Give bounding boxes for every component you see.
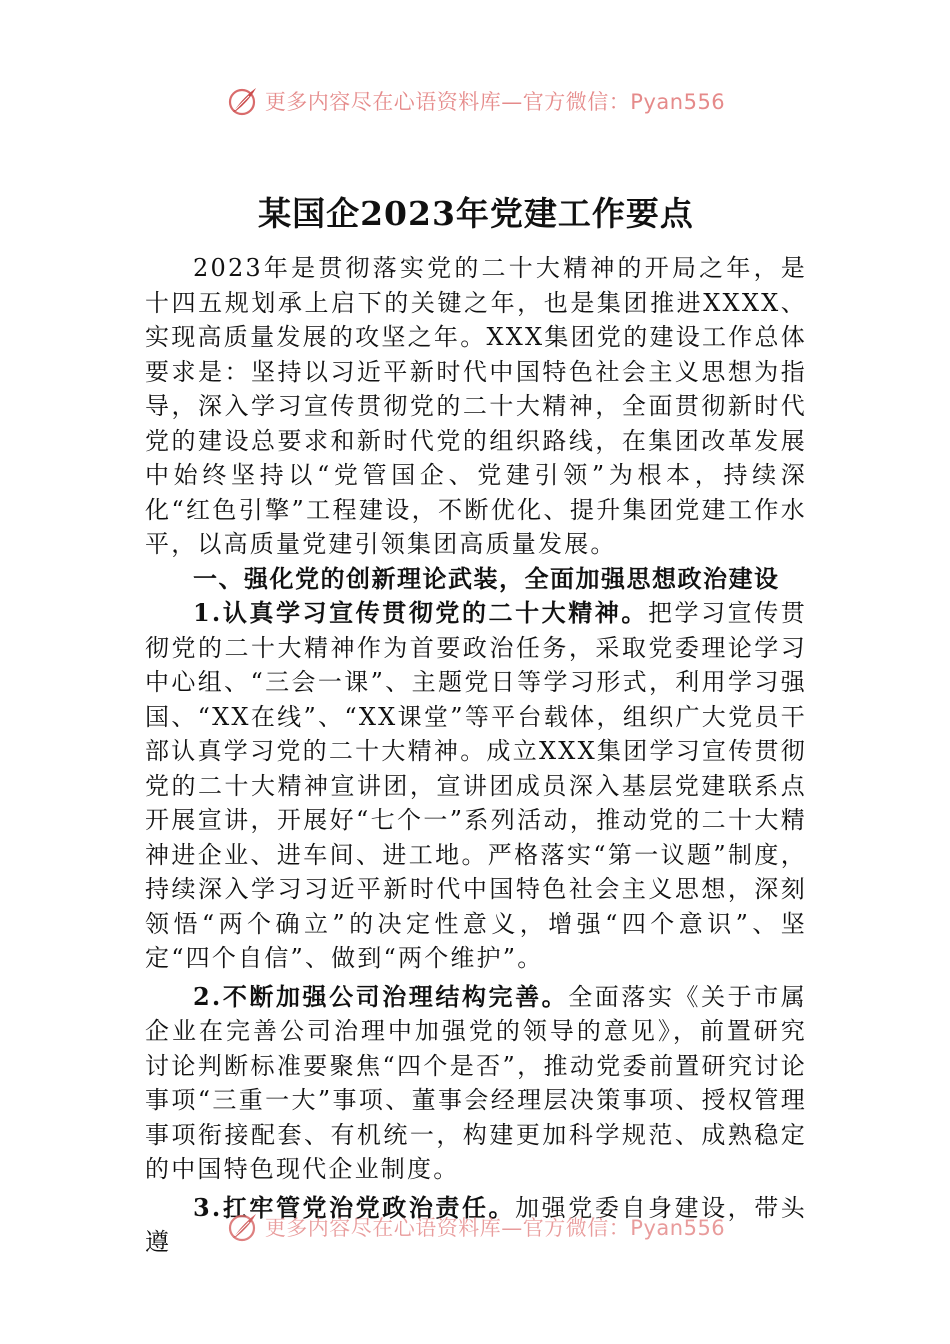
item-body-2: 全面落实《关于市属企业在完善公司治理中加强党的领导的意见》，前置研究讨论判断标准要聚焦“四个是否”，推动党委前置研究讨论事项“三重一大”事项、董事会经理层决策事项、授权管理事项衔接配套、有机统一，构建更加科学规范、成熟稳定的中国特色现代企业制度。 — [145, 982, 807, 1183]
quill-logo-icon — [225, 1210, 259, 1244]
item-lead-3: 3.扛牢管党治党政治责任。 — [193, 1192, 516, 1222]
quill-logo-icon — [225, 84, 259, 118]
document-page — [145, 188, 807, 1260]
document-title: 某国企2023年党建工作要点 — [258, 194, 694, 233]
watermark-text: 更多内容尽在心语资料库—官方微信：Pyan556 — [264, 90, 726, 114]
item-body-3: 加强党委自身建设，带头遵 — [145, 1193, 808, 1256]
watermark-text: 更多内容尽在心语资料库—官方微信：Pyan556 — [264, 1216, 726, 1240]
item-lead-2: 2.不断加强公司治理结构完善。 — [193, 981, 569, 1011]
watermark-header — [0, 84, 950, 118]
item-body-1: 把学习宣传贯彻党的二十大精神作为首要政治任务，采取党委理论学习中心组、“三会一课”、主题党日等学习形式，利用学习强国、“XX在线”、“XX课堂”等平台载体，组织广大党员干部认真学习党的二十大精神。成立XXX集团学习宣传贯彻党的二十大精神宣讲团，宣讲团成员深入基层党建联系点开展宣讲，开展好“七个一”系列活动，推动党的二十大精神进企业、进车间、进工地。严格落实“第一议题”制度，持续深入学习习近平新时代中国特色社会主义思想，深刻领悟“两个确立”的决定性意义，增强“四个意识”、坚定“四个自信”、做到“两个维护”。 — [145, 599, 808, 972]
section-heading-1: 一、强化党的创新理论武装，全面加强思想政治建设 — [193, 564, 780, 593]
watermark-footer — [0, 1210, 950, 1244]
intro-paragraph: 2023年是贯彻落实党的二十大精神的开局之年，是十四五规划承上启下的关键之年，也是集团推进XXXX、实现高质量发展的攻坚之年。XXX集团党的建设工作总体要求是：坚持以习近平新时代中国特色社会主义思想为指导，深入学习宣传贯彻党的二十大精神，全面贯彻新时代党的建设总要求和新时代党的组织路线，在集团改革发展中始终坚持以“党管国企、党建引领”为根本，持续深化“红色引擎”工程建设，不断优化、提升集团党建工作水平，以高质量党建引领集团高质量发展。 — [145, 254, 807, 558]
item-paragraph-2 — [145, 980, 807, 1187]
item-lead-1: 1.认真学习宣传贯彻党的二十大精神。 — [193, 598, 648, 627]
item-paragraph-1 — [145, 596, 807, 976]
